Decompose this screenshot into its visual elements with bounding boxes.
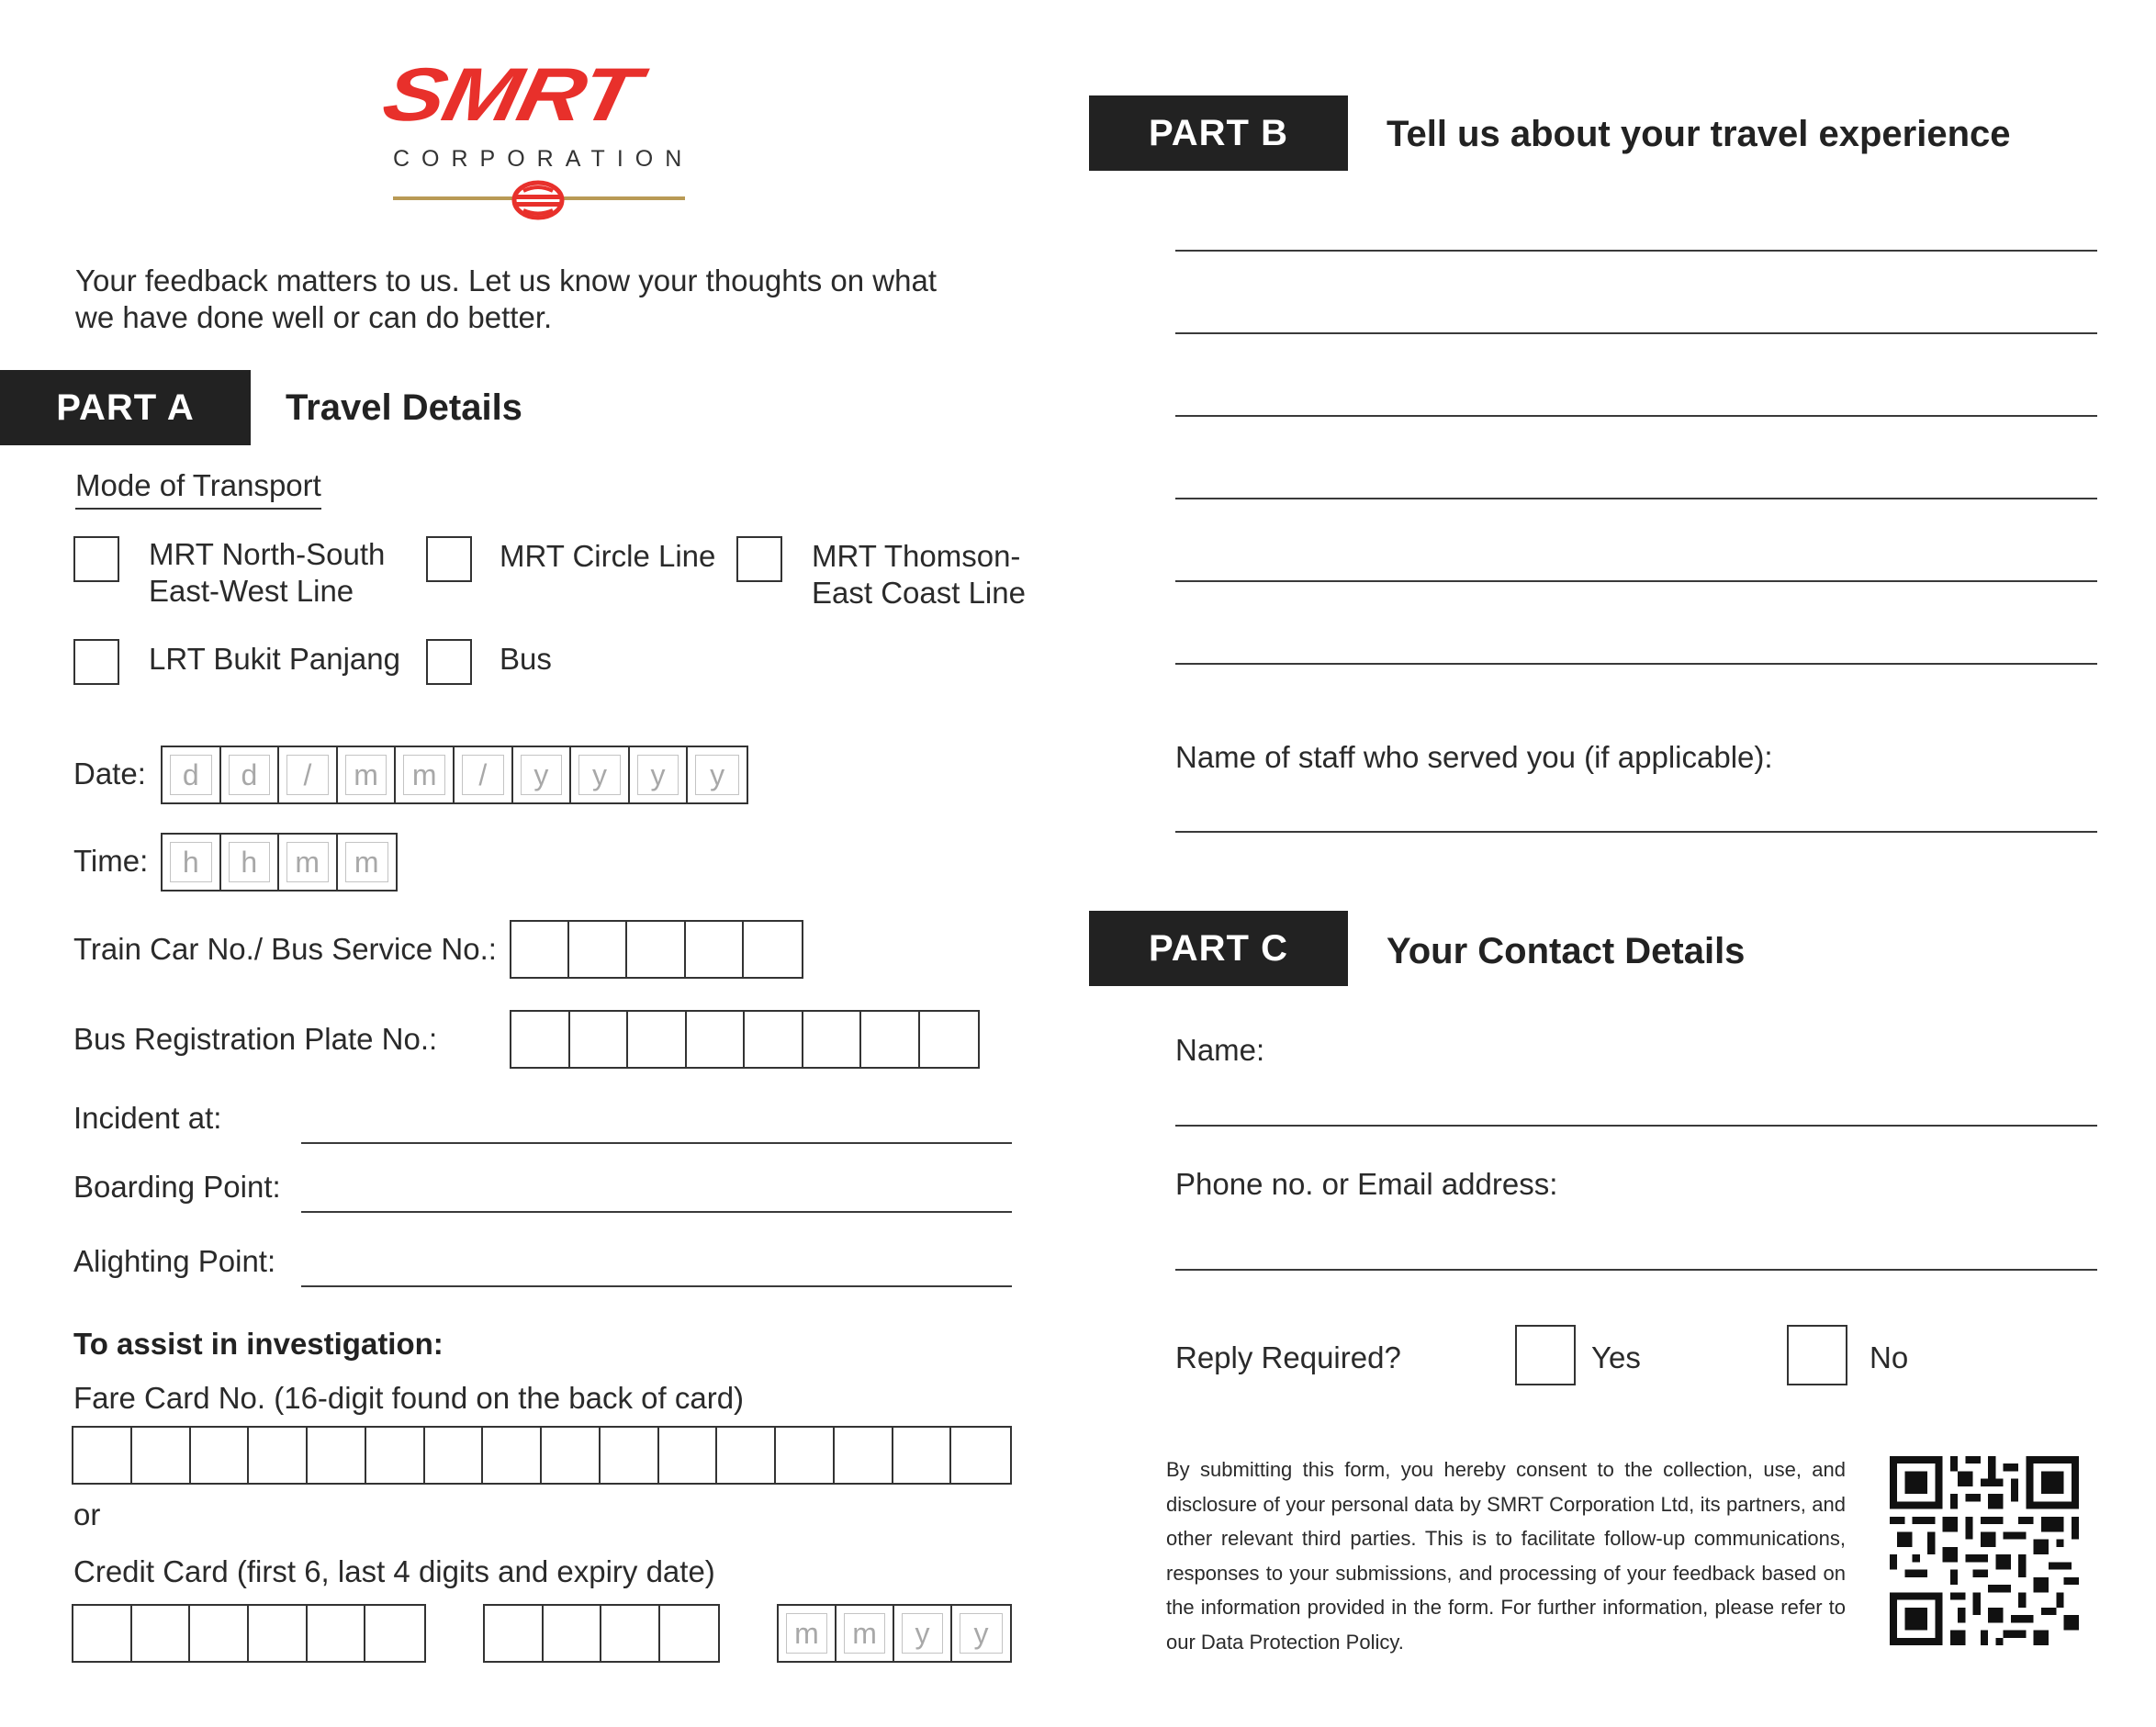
date-cell[interactable]: d [163, 747, 221, 802]
or-label: or [73, 1497, 101, 1531]
time-cell[interactable]: m [338, 835, 396, 890]
part-c-tab: PART C [1089, 911, 1348, 986]
fare-card-cell[interactable] [659, 1428, 718, 1483]
train-car-input-boxes[interactable] [510, 920, 803, 979]
checkbox-lrt-bukit-panjang[interactable] [73, 639, 119, 685]
reply-yes-checkbox[interactable] [1515, 1325, 1576, 1385]
experience-line[interactable] [1175, 332, 2097, 334]
checkbox-bus[interactable] [426, 639, 472, 685]
bus-reg-cell[interactable] [745, 1012, 803, 1067]
incident-at-label: Incident at: [73, 1101, 222, 1135]
corporation-subtitle: CORPORATION [393, 146, 694, 172]
experience-line[interactable] [1175, 415, 2097, 417]
credit-card-first6-boxes[interactable] [72, 1604, 426, 1663]
credit-card-cell[interactable] [485, 1606, 544, 1661]
credit-card-expiry-boxes[interactable] [777, 1604, 1012, 1663]
date-cell[interactable]: y [688, 747, 747, 802]
fare-card-cell[interactable] [835, 1428, 893, 1483]
mode-label-bus: Bus [500, 642, 552, 676]
fare-card-label: Fare Card No. (16-digit found on the back of card) [73, 1381, 745, 1415]
fare-card-cell[interactable] [951, 1428, 1010, 1483]
mode-label-mrt-circle: MRT Circle Line [500, 539, 716, 573]
mode-label-mrt-nsew: MRT North-South East-West Line [149, 537, 386, 608]
time-label: Time: [73, 844, 149, 878]
bus-reg-cell[interactable] [803, 1012, 862, 1067]
phone-email-label: Phone no. or Email address: [1175, 1167, 1558, 1201]
reply-no-label: No [1870, 1340, 1909, 1374]
fare-card-cell[interactable] [483, 1428, 542, 1483]
date-input-boxes[interactable] [161, 746, 748, 804]
bus-reg-cell[interactable] [687, 1012, 746, 1067]
fare-card-cell[interactable] [776, 1428, 835, 1483]
credit-card-label: Credit Card (first 6, last 4 digits and expiry date) [73, 1554, 715, 1588]
fare-card-cell[interactable] [893, 1428, 952, 1483]
credit-card-cell[interactable] [73, 1606, 132, 1661]
phone-email-line[interactable] [1175, 1269, 2097, 1271]
expiry-cell[interactable]: y [894, 1606, 952, 1661]
credit-card-cell[interactable] [249, 1606, 308, 1661]
mode-of-transport-label: Mode of Transport [75, 467, 321, 510]
expiry-cell[interactable]: y [952, 1606, 1010, 1661]
experience-line[interactable] [1175, 580, 2097, 582]
fare-card-cell[interactable] [249, 1428, 308, 1483]
expiry-cell[interactable]: m [837, 1606, 894, 1661]
reply-required-label: Reply Required? [1175, 1340, 1401, 1374]
train-car-cell[interactable] [686, 922, 744, 977]
date-cell[interactable]: y [513, 747, 572, 802]
bus-reg-cell[interactable] [861, 1012, 920, 1067]
part-b-title: Tell us about your travel experience [1387, 114, 2011, 154]
contact-name-label: Name: [1175, 1033, 1265, 1067]
smrt-logo-text: SMRT [376, 52, 646, 137]
intro-text: Your feedback matters to us. Let us know your thoughts on what we have done well or can do better. [75, 264, 938, 334]
investigation-heading: To assist in investigation: [73, 1327, 444, 1361]
fare-card-cell[interactable] [366, 1428, 425, 1483]
expiry-cell[interactable]: m [779, 1606, 837, 1661]
experience-line[interactable] [1175, 663, 2097, 665]
bus-registration-label: Bus Registration Plate No.: [73, 1022, 438, 1056]
staff-name-label: Name of staff who served you (if applicable): [1175, 740, 1773, 774]
fare-card-cell[interactable] [425, 1428, 484, 1483]
reply-yes-label: Yes [1591, 1340, 1641, 1374]
credit-card-cell[interactable] [308, 1606, 366, 1661]
credit-card-cell[interactable] [365, 1606, 424, 1661]
mode-label-lrt-bukit-panjang: LRT Bukit Panjang [149, 642, 400, 676]
fare-card-cell[interactable] [717, 1428, 776, 1483]
checkbox-mrt-nsew[interactable] [73, 536, 119, 582]
fare-card-cell[interactable] [191, 1428, 250, 1483]
time-input-boxes[interactable] [161, 833, 398, 892]
date-cell[interactable]: / [279, 747, 338, 802]
experience-line[interactable] [1175, 250, 2097, 252]
incident-at-line[interactable] [301, 1142, 1012, 1144]
date-cell[interactable]: / [455, 747, 513, 802]
boarding-point-line[interactable] [301, 1211, 1012, 1213]
part-c-title: Your Contact Details [1387, 931, 1746, 971]
bus-reg-cell[interactable] [628, 1012, 687, 1067]
date-label: Date: [73, 757, 146, 791]
contact-name-line[interactable] [1175, 1125, 2097, 1127]
credit-card-cell[interactable] [132, 1606, 191, 1661]
alighting-point-line[interactable] [301, 1285, 1012, 1287]
boarding-point-label: Boarding Point: [73, 1170, 281, 1204]
train-car-cell[interactable] [744, 922, 802, 977]
credit-card-cell[interactable] [601, 1606, 660, 1661]
date-cell[interactable]: m [338, 747, 397, 802]
date-cell[interactable]: y [630, 747, 689, 802]
smrt-emblem-icon [511, 180, 566, 220]
part-a-title: Travel Details [286, 387, 522, 428]
checkbox-mrt-tel[interactable] [736, 536, 782, 582]
date-cell[interactable]: y [571, 747, 630, 802]
fare-card-cell[interactable] [73, 1428, 132, 1483]
bus-reg-cell[interactable] [920, 1012, 978, 1067]
credit-card-last4-boxes[interactable] [483, 1604, 720, 1663]
reply-no-checkbox[interactable] [1787, 1325, 1847, 1385]
credit-card-cell[interactable] [660, 1606, 718, 1661]
date-cell[interactable]: d [221, 747, 280, 802]
train-car-bus-service-label: Train Car No./ Bus Service No.: [73, 932, 497, 966]
mode-label-mrt-tel: MRT Thomson- East Coast Line [812, 539, 1026, 610]
checkbox-mrt-circle[interactable] [426, 536, 472, 582]
bus-registration-input-boxes[interactable] [510, 1010, 980, 1069]
bus-reg-cell[interactable] [511, 1012, 570, 1067]
train-car-cell[interactable] [511, 922, 569, 977]
fare-card-cell[interactable] [308, 1428, 366, 1483]
time-cell[interactable]: m [279, 835, 338, 890]
train-car-cell[interactable] [569, 922, 627, 977]
part-b-tab: PART B [1089, 95, 1348, 171]
credit-card-cell[interactable] [544, 1606, 602, 1661]
bus-reg-cell[interactable] [570, 1012, 629, 1067]
staff-name-line[interactable] [1175, 831, 2097, 833]
fare-card-input-boxes[interactable] [72, 1426, 1012, 1485]
part-a-tab: PART A [0, 370, 251, 445]
time-cell[interactable]: h [221, 835, 280, 890]
fare-card-cell[interactable] [132, 1428, 191, 1483]
fare-card-cell[interactable] [601, 1428, 659, 1483]
consent-text: By submitting this form, you hereby consent to the collection, use, and disclosure of your personal data by SMRT Corporation Ltd, its partners, and other relevant third parties. This is to facilitate follow-up communications, responses to your submissions, and processing of your feedback based on the information provided in the form. For further information, please refer to our Data Protection Policy. [1166, 1458, 1846, 1654]
date-cell[interactable]: m [396, 747, 455, 802]
credit-card-cell[interactable] [190, 1606, 249, 1661]
train-car-cell[interactable] [627, 922, 685, 977]
fare-card-cell[interactable] [542, 1428, 601, 1483]
alighting-point-label: Alighting Point: [73, 1244, 276, 1278]
time-cell[interactable]: h [163, 835, 221, 890]
qr-code-icon [1890, 1456, 2079, 1645]
experience-line[interactable] [1175, 498, 2097, 499]
